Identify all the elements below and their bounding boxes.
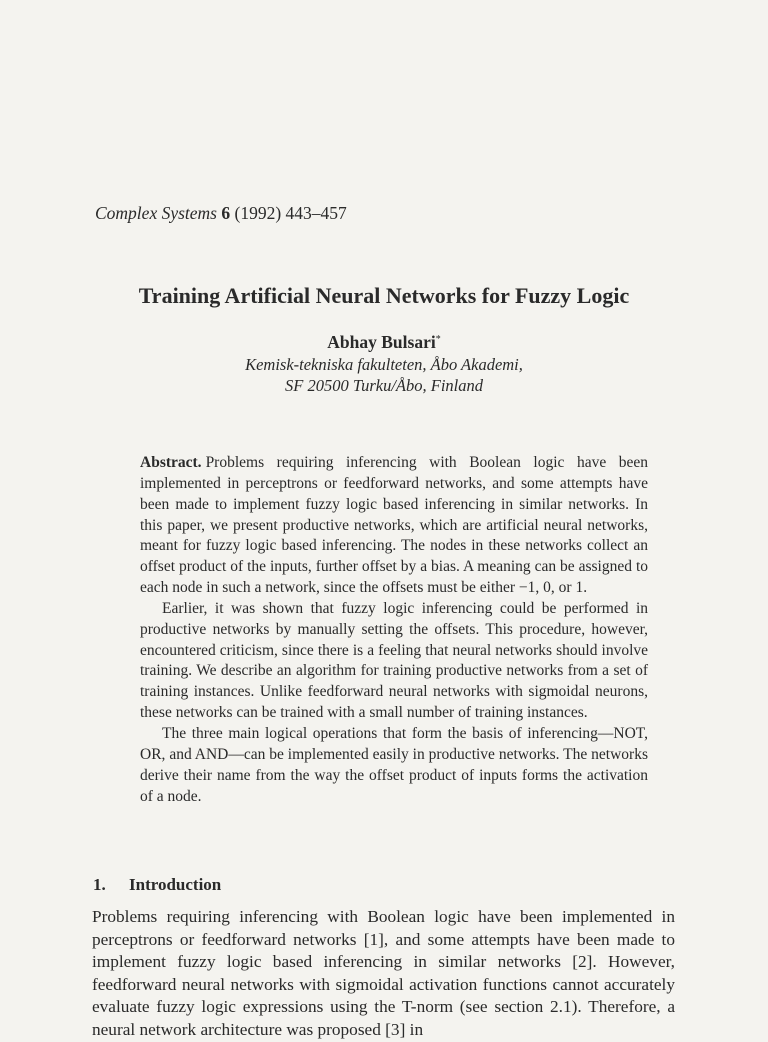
author-line [0, 330, 768, 354]
journal-name: Complex Systems [95, 203, 217, 223]
section-title: Introduction [129, 875, 222, 894]
author-footnote-mark: * [435, 334, 441, 345]
section-heading-introduction [93, 873, 221, 897]
journal-volume: 6 [221, 203, 231, 223]
section-number: 1. [93, 875, 106, 894]
abstract-paragraph-2: Earlier, it was shown that fuzzy logic inferencing could be performed in productive networks by manually setting the offsets. This procedure, however, encountered criticism, since there is a feeling that neural networks should involve training. We describe an algorithm for training productive networks from a set of training instances. Unlike feedforward neural networks with sigmoidal neurons, these networks can be trained with a small number of training instances. [140, 599, 648, 722]
abstract-paragraph-1-text: Problems requiring inferencing with Boolean logic have been implemented in perceptrons or feedforward networks, and some attempts have been made to implement fuzzy logic based inferencing in similar networks. In this paper, we present productive networks, which are artificial neural networks, meant for fuzzy logic based inferencing. The nodes in these networks collect an offset product of the inputs, further offset by a bias. A meaning can be assigned to each node in such a network, since the offsets must be either −1, 0, or 1. [140, 454, 648, 597]
abstract-paragraph-1 [140, 453, 648, 599]
author-block [0, 330, 768, 396]
affiliation-line-1: Kemisk-tekniska fakulteten, Åbo Akademi, [245, 355, 523, 374]
author-name: Abhay Bulsari [327, 332, 436, 352]
abstract [140, 453, 648, 807]
abstract-label: Abstract. [140, 454, 202, 471]
paper-title: Training Artificial Neural Networks for Fuzzy Logic [138, 283, 630, 308]
introduction-paragraph: Problems requiring inferencing with Boolean logic have been implemented in perceptrons or feedforward networks [1], and some attempts have been made to implement fuzzy logic based inferencing in similar networks [2]. However, feedforward neural networks with sigmoidal activation functions cannot accurately evaluate fuzzy logic expressions using the T-norm (see section 2.1). Therefore, a neural network architecture was proposed [3] in [92, 907, 675, 1039]
journal-year-pages: (1992) 443–457 [234, 203, 347, 223]
abstract-paragraph-3: The three main logical operations that form the basis of inferencing—NOT, OR, and AND—can be implemented easily in productive networks. The networks derive their name from the way the offset product of inputs forms the activation of a node. [140, 724, 648, 805]
affiliation-line-2: SF 20500 Turku/Åbo, Finland [285, 376, 483, 395]
journal-citation [95, 201, 347, 225]
